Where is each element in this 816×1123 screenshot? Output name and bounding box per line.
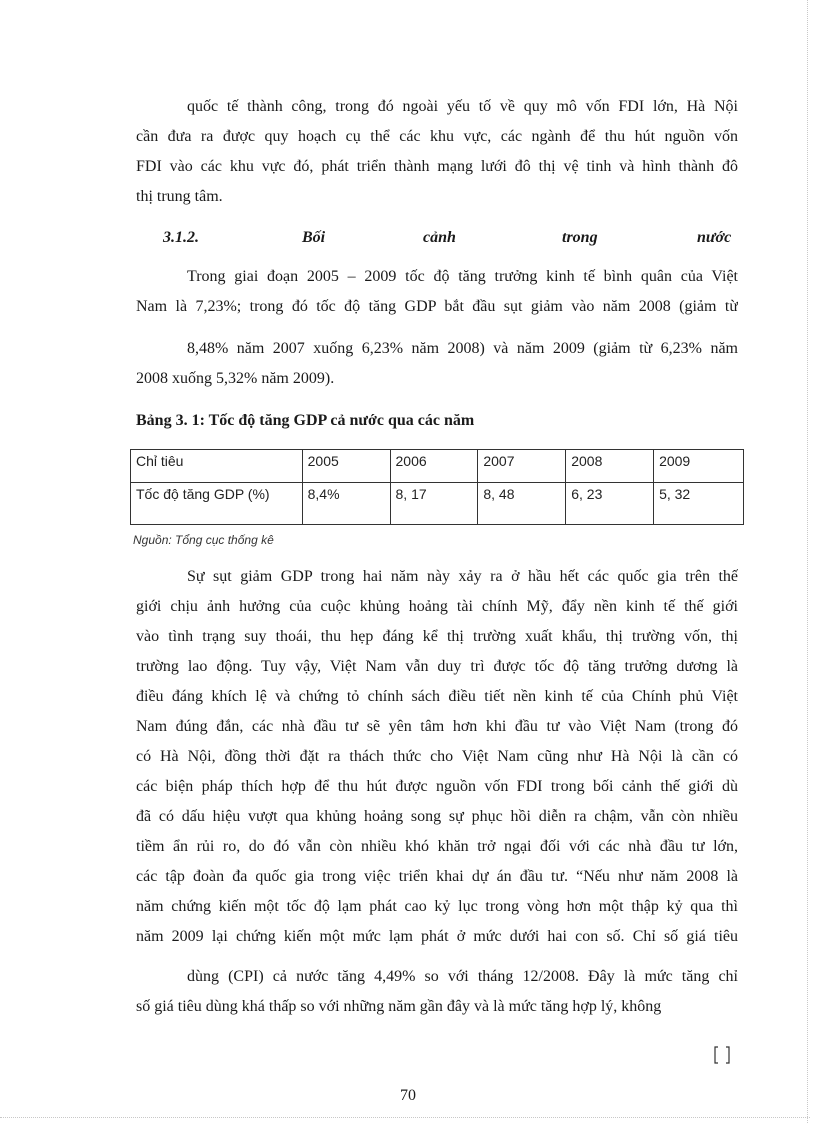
table-cell: 8, 48 bbox=[478, 483, 566, 525]
table-cell: Chỉ tiêu bbox=[131, 450, 303, 483]
table-cell: 2007 bbox=[478, 450, 566, 483]
paragraph-line: năm chứng kiến một tốc độ lạm phát cao kỷ lục trong vòng hơn một thập kỷ qua thì bbox=[136, 898, 738, 915]
paragraph-line: trường lao động. Tuy vậy, Việt Nam vẫn duy trì được tốc độ tăng trưởng dương là bbox=[136, 658, 738, 675]
table-cell: 5, 32 bbox=[654, 483, 744, 525]
section-number: 3.1.2. bbox=[163, 229, 199, 246]
paragraph-line: Nam đúng đắn, các nhà đầu tư sẽ yên tâm hơn khi đầu tư vào Việt Nam (trong đó bbox=[136, 718, 738, 735]
paragraph-line: FDI vào các khu vực đó, phát triển thành mạng lưới đô thị vệ tinh và hình thành đô bbox=[136, 158, 738, 175]
table-header-row bbox=[131, 450, 744, 483]
page-number: 70 bbox=[400, 1087, 416, 1104]
paragraph-line: đã có dấu hiệu vượt qua khủng hoảng song sự phục hồi diễn ra chậm, vẫn còn nhiều bbox=[136, 808, 738, 825]
paragraph-line: số giá tiêu dùng khá thấp so với những năm gần đây và là mức tăng hợp lý, không bbox=[136, 998, 662, 1015]
table-cell: 6, 23 bbox=[566, 483, 654, 525]
table-cell: 2005 bbox=[302, 450, 390, 483]
table-cell: 2009 bbox=[654, 450, 744, 483]
paragraph-line: cần đưa ra được quy hoạch cụ thể các khu vực, các ngành để thu hút nguồn vốn bbox=[136, 128, 738, 145]
paragraph-line: điều đáng khích lệ và chứng tỏ chính sách điều tiết nền kinh tế của Chính phủ Việt bbox=[136, 688, 738, 705]
gdp-table bbox=[130, 449, 744, 525]
table-cell: 2008 bbox=[566, 450, 654, 483]
paragraph-line: quốc tế thành công, trong đó ngoài yếu tố về quy mô vốn FDI lớn, Hà Nội bbox=[187, 98, 738, 115]
paragraph-line: tiềm ẩn rủi ro, do đó vẫn còn nhiều khó khăn trở ngại đối với các nhà đầu tư lớn, bbox=[136, 838, 738, 855]
section-heading-word: Bối bbox=[302, 229, 326, 246]
paragraph-line: thị trung tâm. bbox=[136, 188, 223, 205]
section-heading-word: nước bbox=[697, 229, 732, 246]
paragraph-line: dùng (CPI) cả nước tăng 4,49% so với tháng 12/2008. Đây là mức tăng chỉ bbox=[187, 968, 738, 985]
paragraph-line: Sự sụt giảm GDP trong hai năm này xảy ra ở hầu hết các quốc gia trên thế bbox=[187, 568, 738, 585]
table-cell: 8, 17 bbox=[390, 483, 478, 525]
page-border-right bbox=[807, 0, 808, 1123]
paragraph-line: Nam là 7,23%; trong đó tốc độ tăng GDP bắt đầu sụt giảm vào năm 2008 (giảm từ bbox=[136, 298, 738, 315]
paragraph-line: 2008 xuống 5,32% năm 2009). bbox=[136, 370, 335, 387]
bracket-mark-icon bbox=[712, 1045, 732, 1065]
paragraph-line: các biện pháp thích hợp để thu hút được nguồn vốn FDI trong bối cảnh thế giới dù bbox=[136, 778, 738, 795]
paragraph-line: Trong giai đoạn 2005 – 2009 tốc độ tăng trưởng kinh tế bình quân của Việt bbox=[187, 268, 738, 285]
section-heading-word: cảnh bbox=[423, 229, 456, 246]
table-cell: Tốc độ tăng GDP (%) bbox=[131, 483, 303, 525]
paragraph-line: các tập đoàn đa quốc gia trong việc triển khai dự án đầu tư. “Nếu như năm 2008 là bbox=[136, 868, 738, 885]
table-caption: Bảng 3. 1: Tốc độ tăng GDP cả nước qua các năm bbox=[136, 412, 475, 429]
table-cell: 8,4% bbox=[302, 483, 390, 525]
paragraph-line: 8,48% năm 2007 xuống 6,23% năm 2008) và năm 2009 (giảm từ 6,23% năm bbox=[187, 340, 738, 357]
table-source: Nguồn: Tổng cục thống kê bbox=[133, 533, 274, 547]
page-border-bottom bbox=[0, 1117, 810, 1118]
paragraph-line: năm 2009 lại chứng kiến một mức lạm phát ở mức dưới hai con số. Chỉ số giá tiêu bbox=[136, 928, 738, 945]
section-heading-word: trong bbox=[562, 229, 598, 246]
paragraph-line: giới chịu ảnh hưởng của cuộc khủng hoảng tài chính Mỹ, đẩy nền kinh tế thế giới bbox=[136, 598, 738, 615]
table-row bbox=[131, 483, 744, 525]
paragraph-line: vào tình trạng suy thoái, thu hẹp đáng kể thị trường xuất khẩu, thị trường vốn, thị bbox=[136, 628, 738, 645]
paragraph-line: có Hà Nội, đồng thời đặt ra thách thức cho Việt Nam cũng như Hà Nội là cần có bbox=[136, 748, 738, 765]
table-cell: 2006 bbox=[390, 450, 478, 483]
